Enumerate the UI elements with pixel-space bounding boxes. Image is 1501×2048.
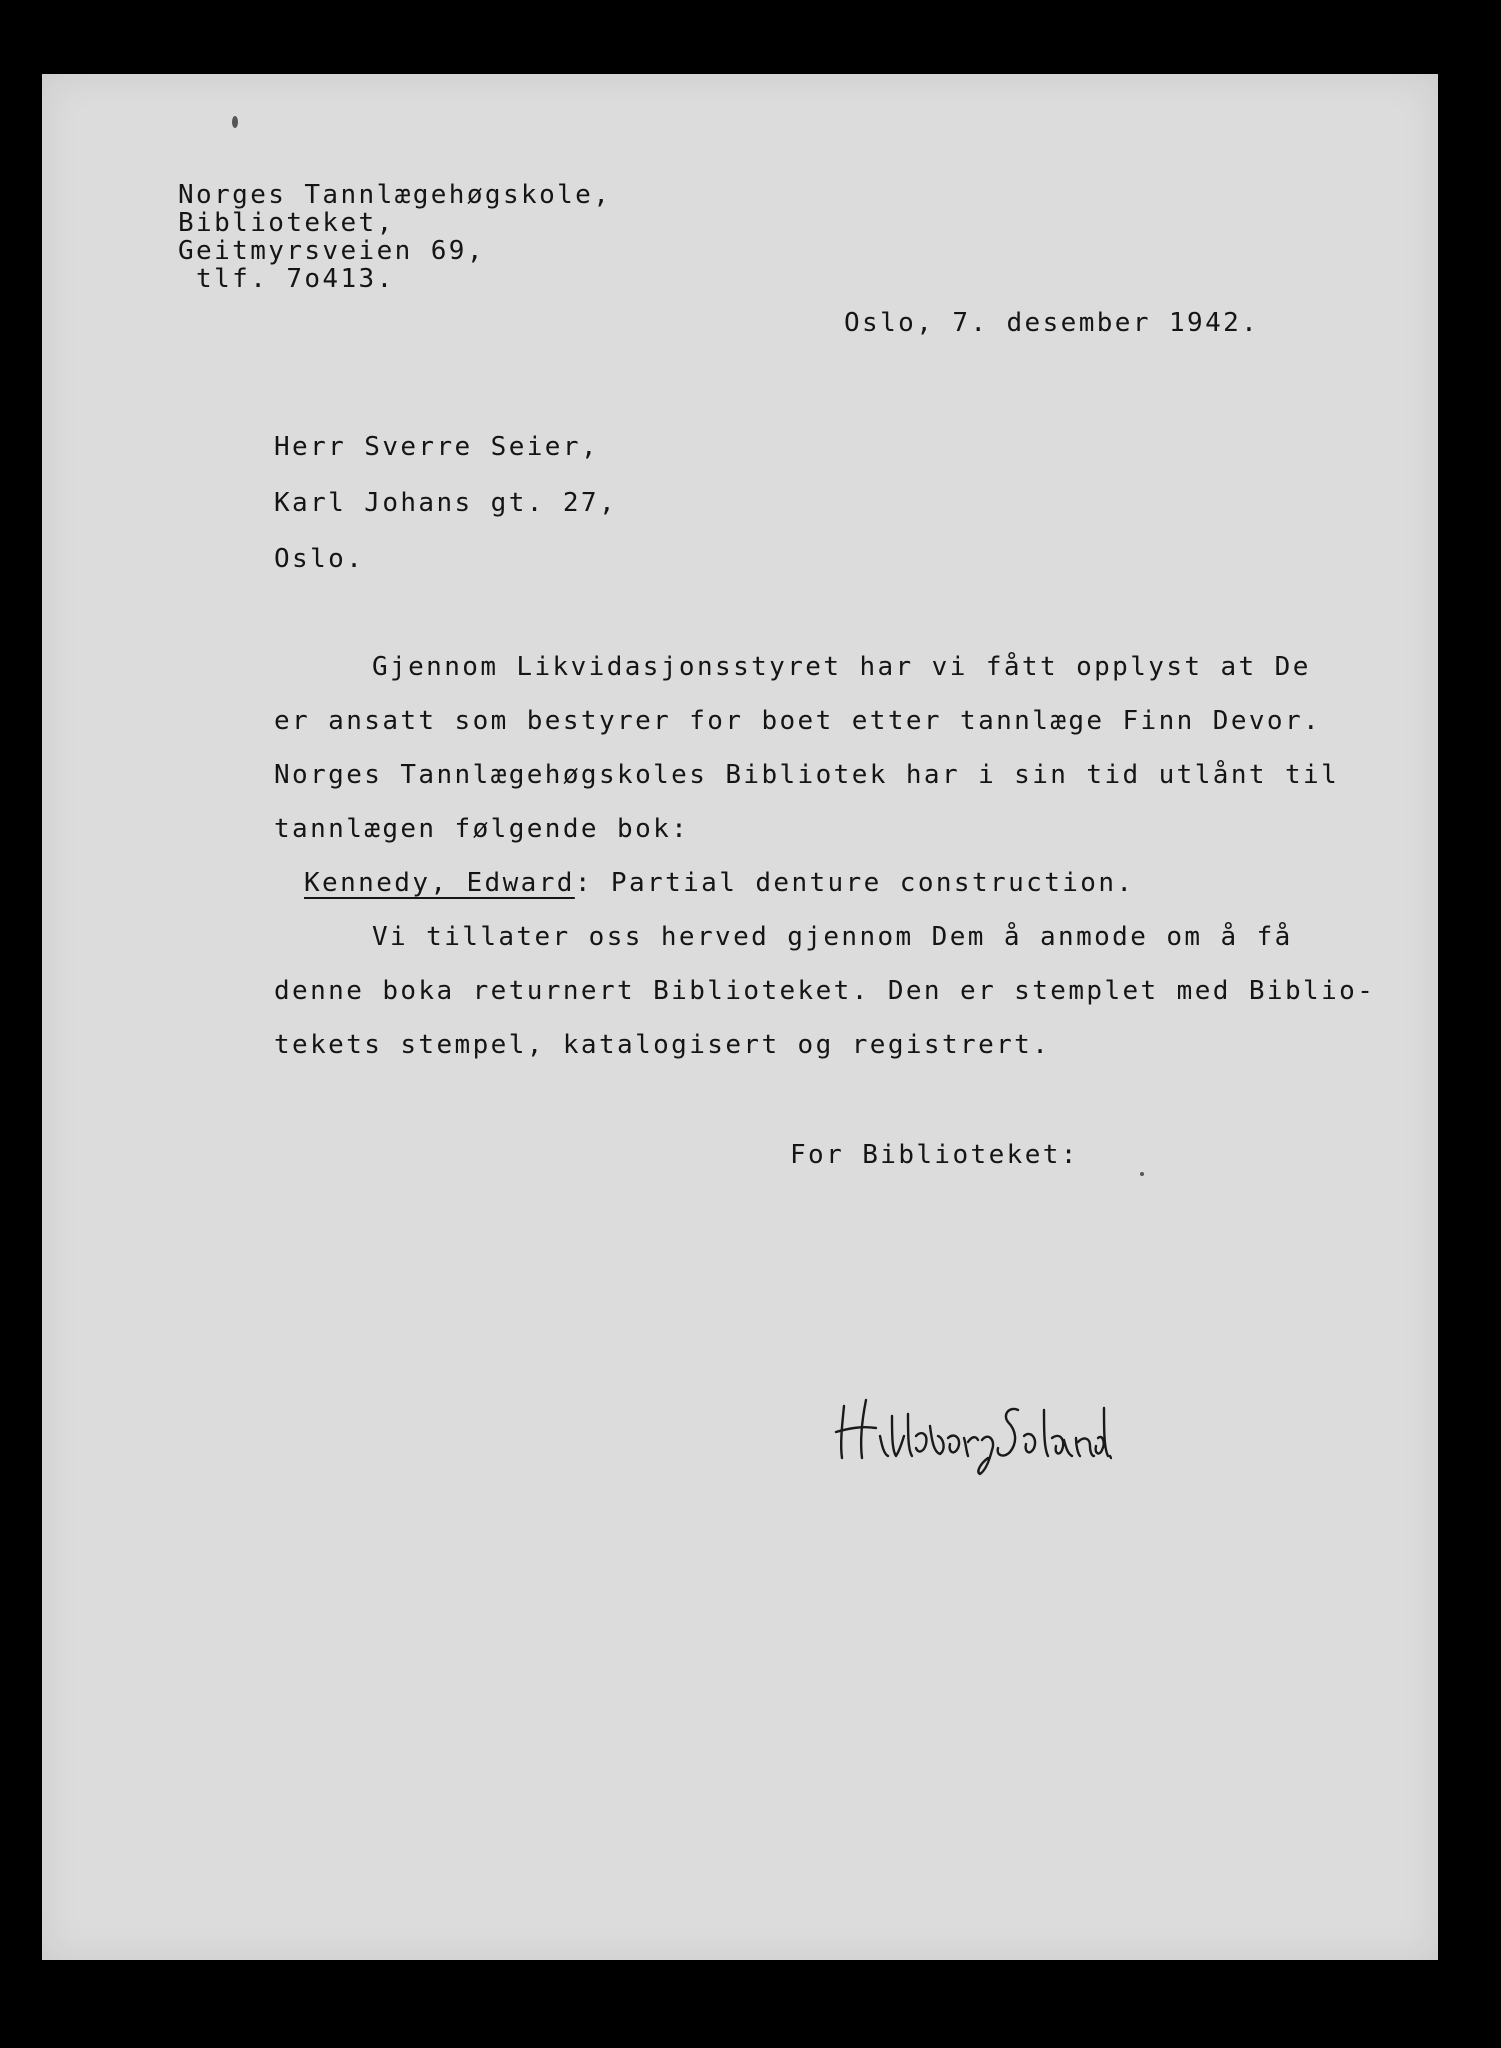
recipient-line-1: Herr Sverre Seier, <box>274 432 599 462</box>
body-line: Gjennom Likvidasjonsstyret har vi fått opplyst at De <box>372 652 1311 682</box>
closing: For Biblioteket: <box>790 1140 1079 1170</box>
letterhead-line-1: Norges Tannlægehøgskole, <box>178 180 612 210</box>
body-line: er ansatt som bestyrer for boet etter tannlæge Finn Devor. <box>274 706 1322 736</box>
paper-speck <box>1140 1172 1144 1176</box>
letterhead-line-3: Geitmyrsveien 69, <box>178 236 485 266</box>
book-author: Kennedy, Edward <box>304 868 575 898</box>
letter-page <box>42 74 1438 1960</box>
book-title: : Partial denture construction. <box>574 868 1135 898</box>
recipient-line-2: Karl Johans gt. 27, <box>274 488 618 518</box>
letterhead-line-2: Biblioteket, <box>178 208 395 238</box>
recipient-line-3: Oslo. <box>274 544 365 574</box>
handwritten-signature <box>832 1386 1112 1476</box>
body-line: Norges Tannlægehøgskoles Bibliotek har i sin tid utlånt til <box>274 760 1340 790</box>
letterhead-line-4: tlf. 7o413. <box>178 264 395 294</box>
paper-speck <box>232 116 238 128</box>
body-line: tekets stempel, katalogisert og registrert. <box>274 1030 1051 1060</box>
book-reference <box>304 870 1134 896</box>
body-line: tannlægen følgende bok: <box>274 814 690 844</box>
body-line: Vi tillater oss herved gjennom Dem å anmode om å få <box>372 922 1293 952</box>
letter-date: Oslo, 7. desember 1942. <box>844 308 1260 338</box>
body-line: denne boka returnert Biblioteket. Den er stemplet med Biblio- <box>274 976 1376 1006</box>
